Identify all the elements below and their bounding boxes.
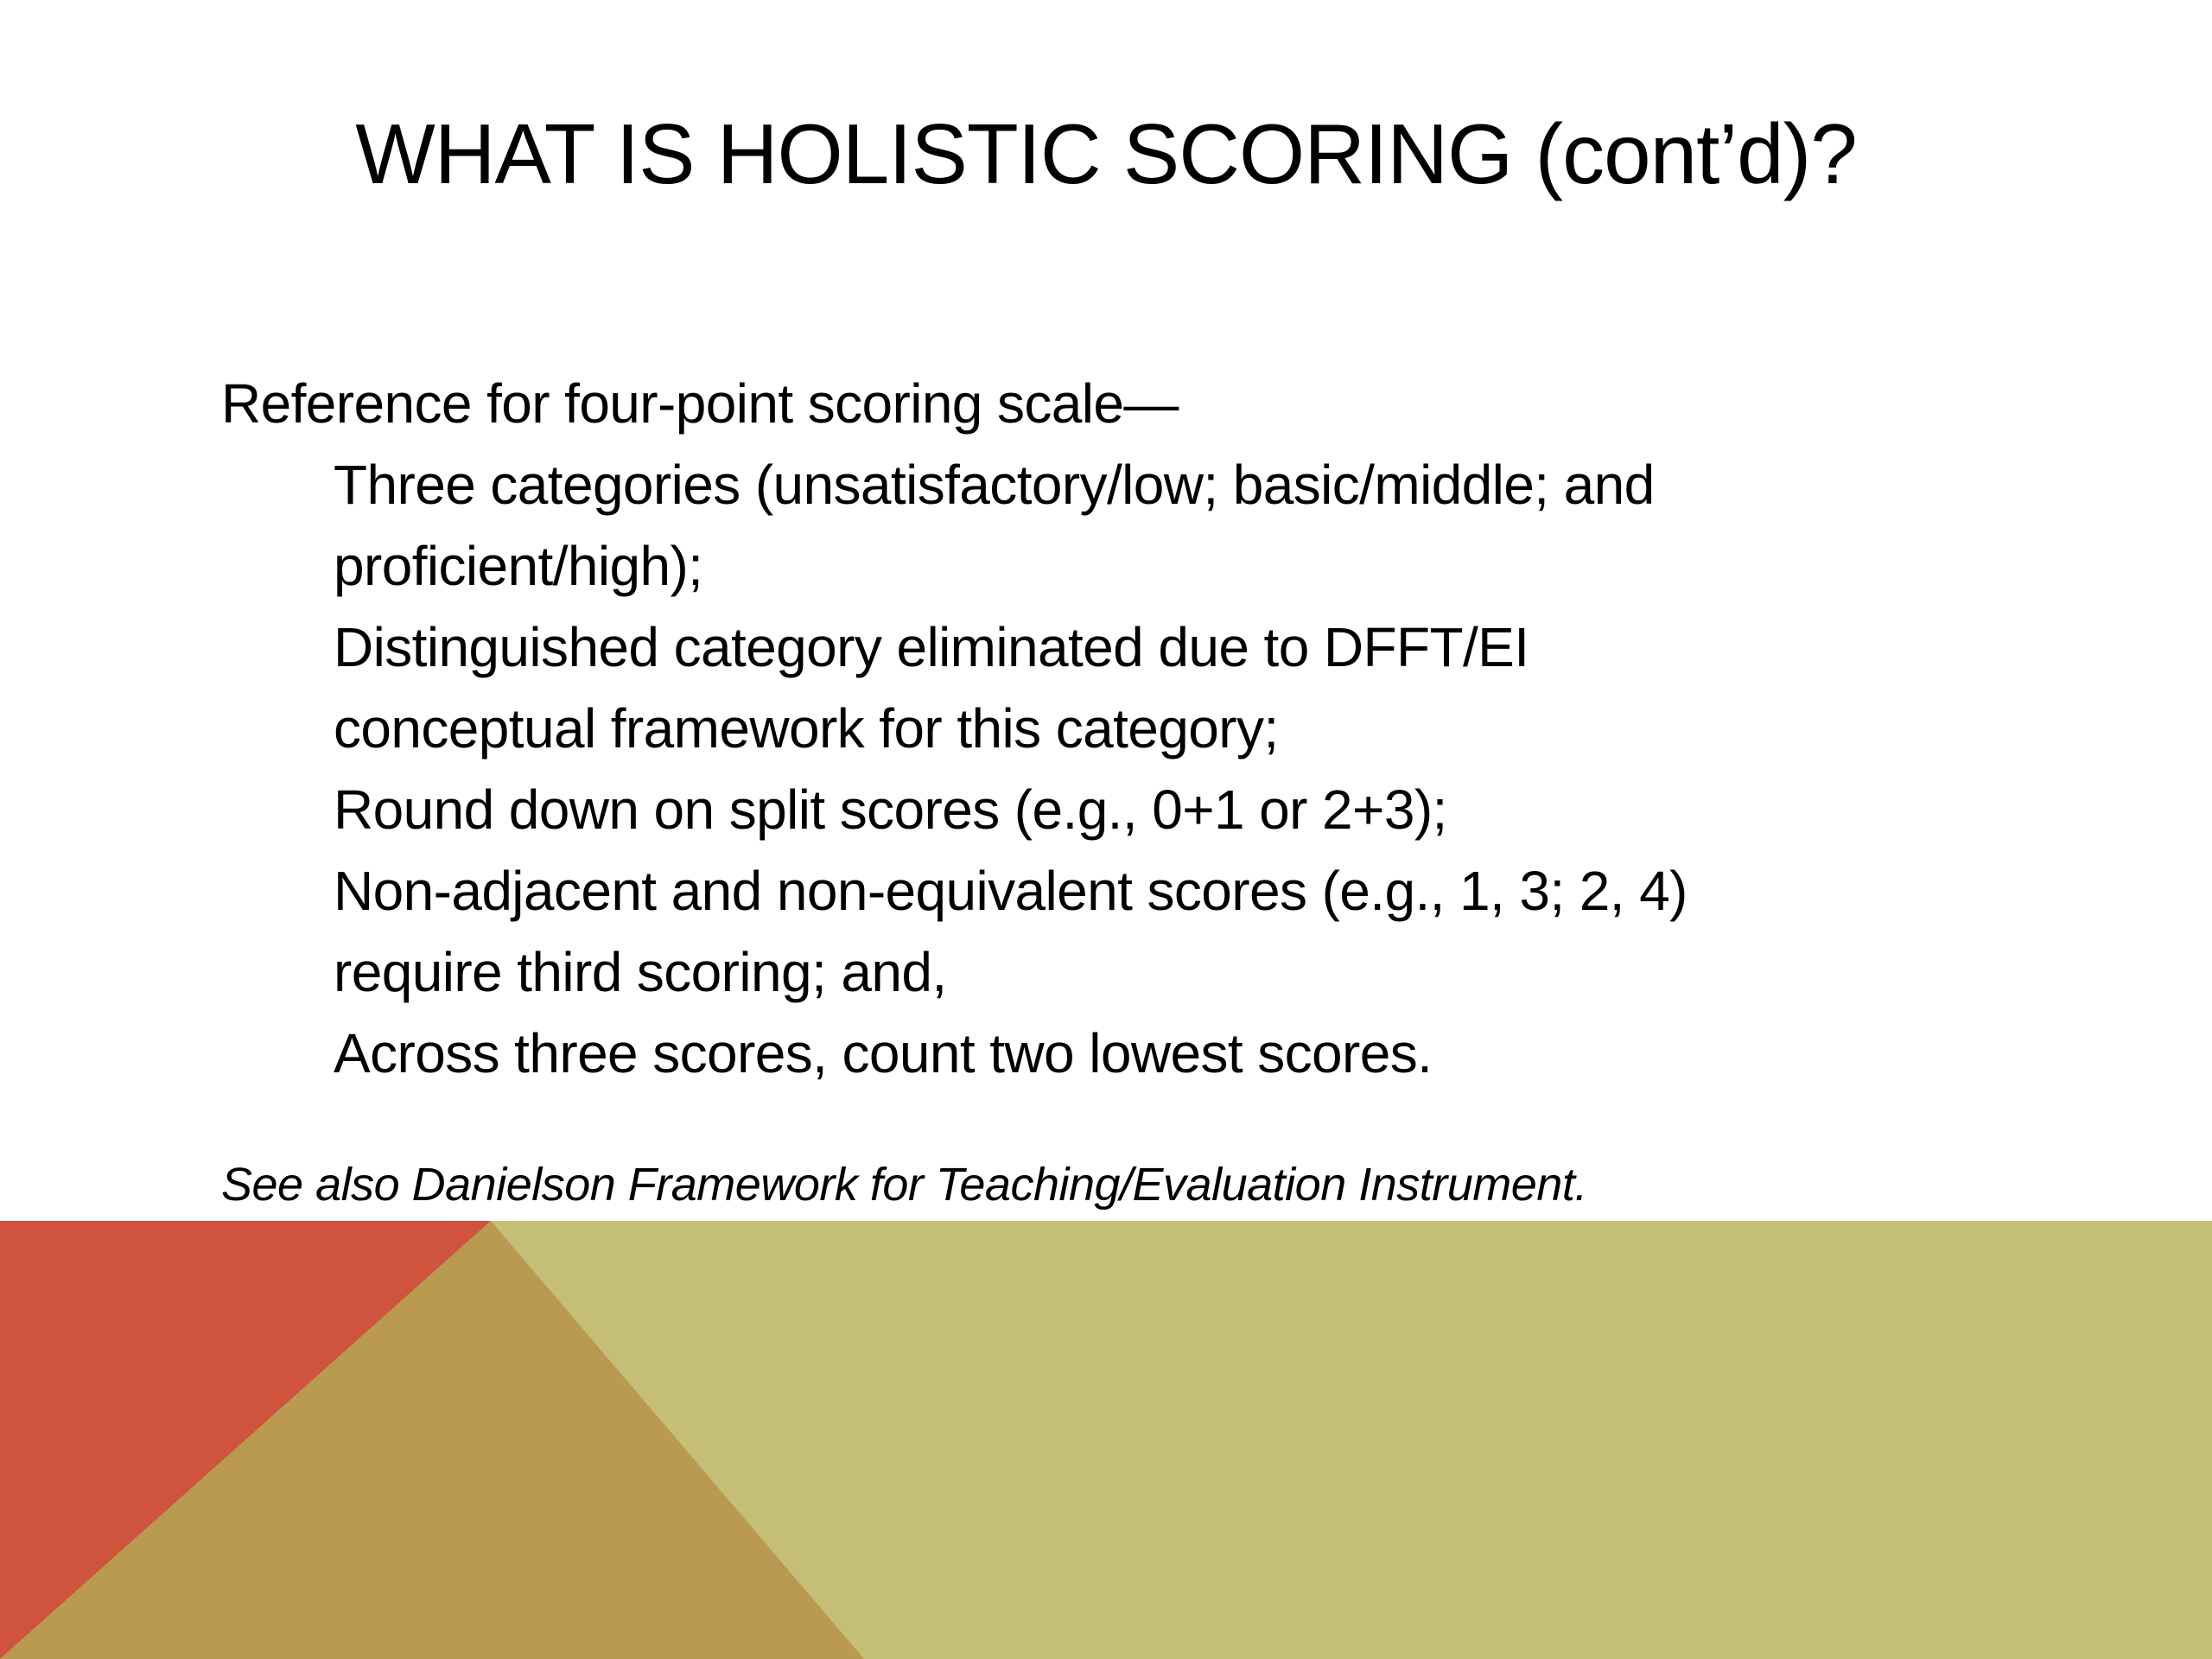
list-item: Distinguished category eliminated due to DFFT/EI [334, 616, 1529, 678]
slide-title: WHAT IS HOLISTIC SCORING (cont’d)? [355, 106, 1857, 201]
intro-line: Reference for four-point scoring scale— [221, 372, 1179, 435]
list-item: Three categories (unsatisfactory/low; basic/middle; and [334, 454, 1655, 516]
slide-body [221, 363, 1949, 1094]
list-item: Across three scores, count two lowest scores. [334, 1022, 1433, 1084]
list-item-continuation: conceptual framework for this category; [334, 697, 1279, 760]
reference-note: See also Danielson Framework for Teaching/Evaluation Instrument. [221, 1159, 1587, 1211]
item-list [221, 444, 1949, 1094]
list-item-continuation: require third scoring; and, [334, 941, 947, 1003]
decorative-footer-band [0, 1221, 2212, 1659]
list-item-continuation: proficient/high); [334, 535, 703, 597]
list-item: Round down on split scores (e.g., 0+1 or 2+3); [334, 779, 1447, 841]
list-item: Non-adjacent and non-equivalent scores (e.g., 1, 3; 2, 4) [334, 860, 1688, 922]
